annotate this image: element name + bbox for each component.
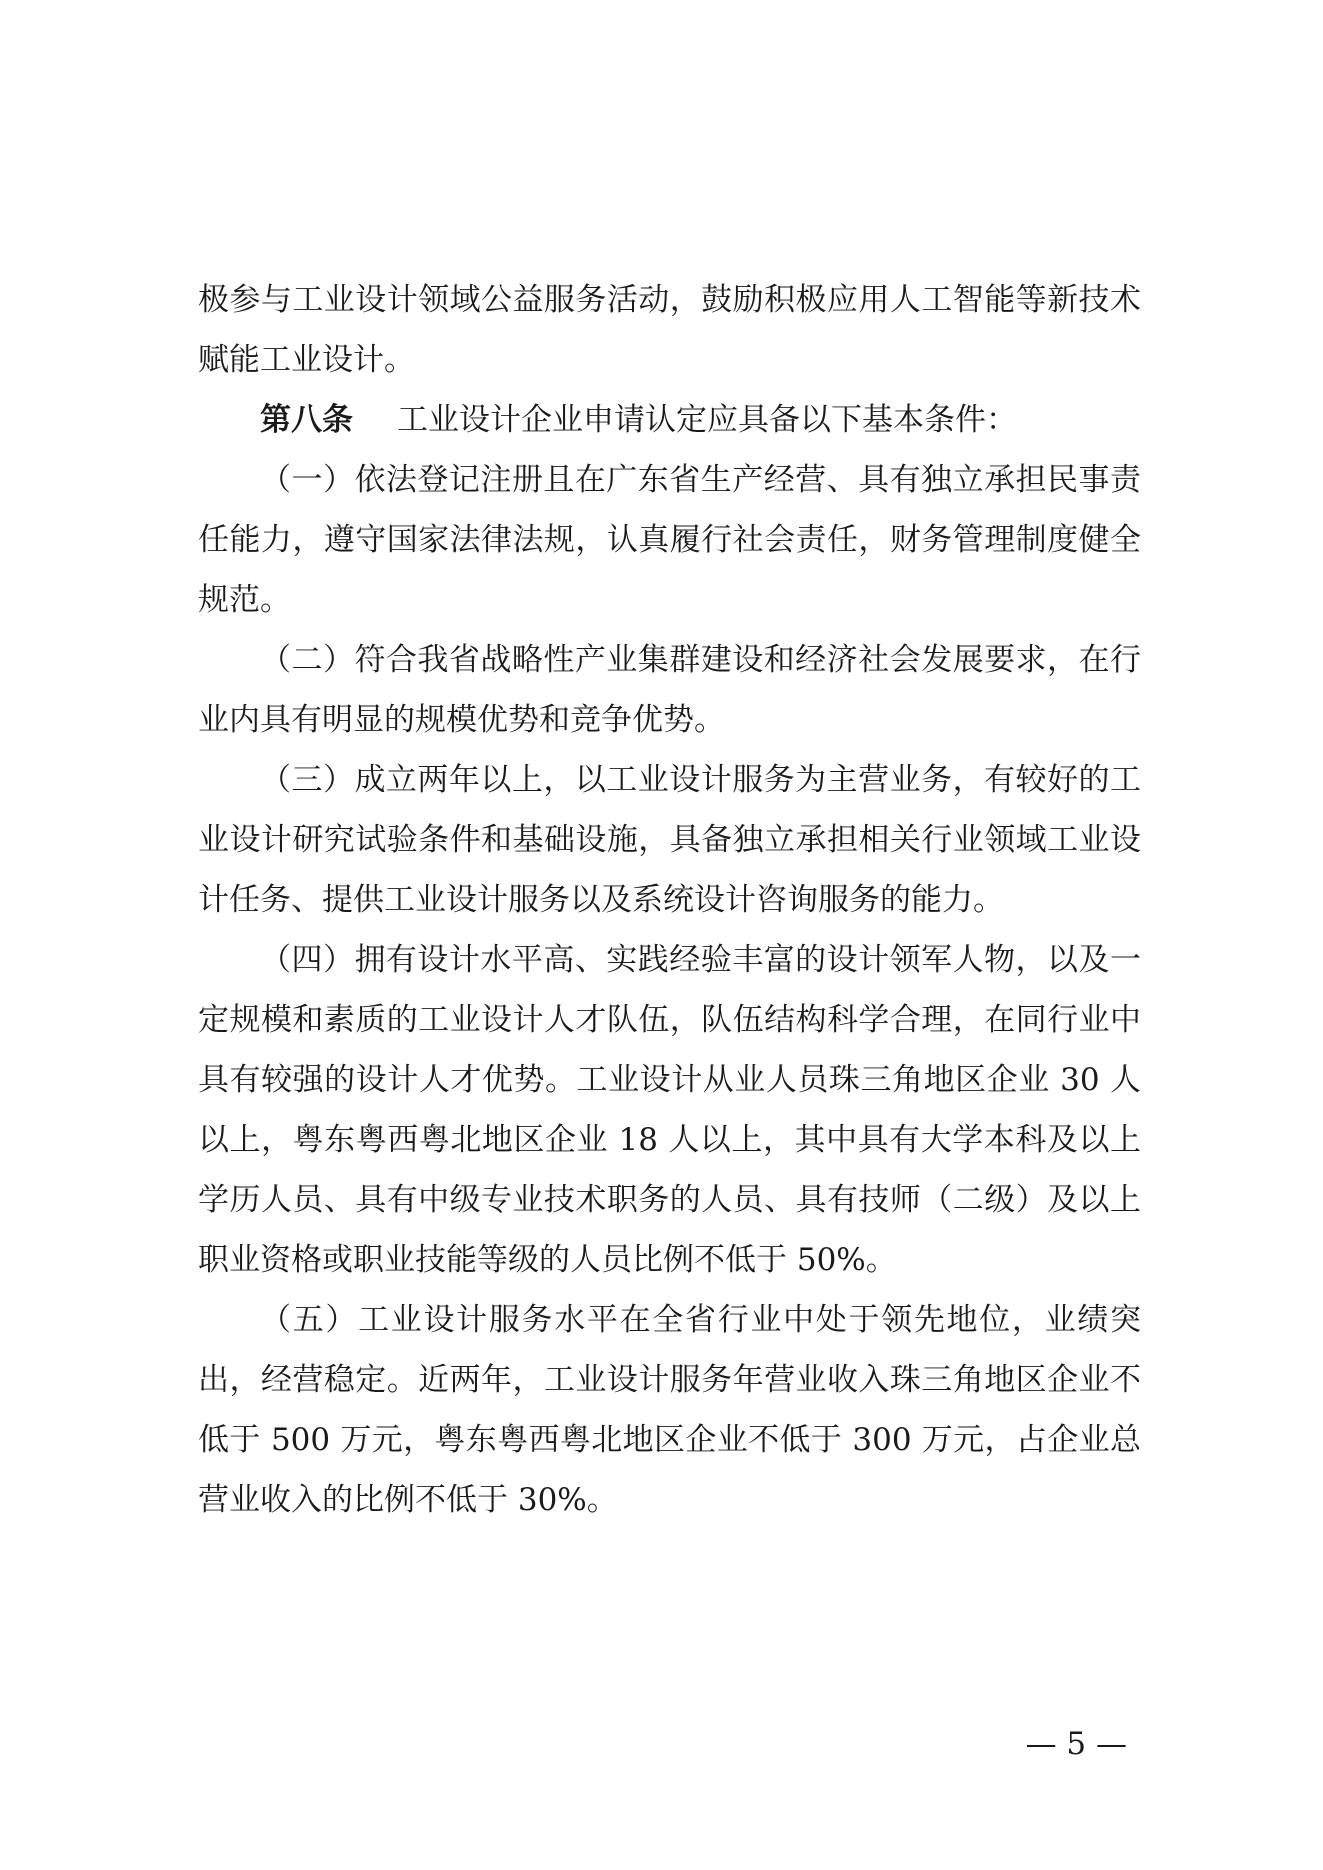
- article-8-text: 工业设计企业申请认定应具备以下基本条件：: [397, 402, 1017, 438]
- condition-1: （一）依法登记注册且在广东省生产经营、具有独立承担民事责任能力，遵守国家法律法规，认真履行社会责任，财务管理制度健全规范。: [198, 462, 1141, 618]
- condition-5: （五）工业设计服务水平在全省行业中处于领先地位，业绩突出，经营稳定。近两年，工业设计服务年营业收入珠三角地区企业不低于 500 万元，粤东粤西粤北地区企业不低于 300 万元，占企业总营业收入的比例不低于 30%。: [198, 1302, 1141, 1518]
- paragraph-continuation: 极参与工业设计领域公益服务活动，鼓励积极应用人工智能等新技术赋能工业设计。: [198, 282, 1141, 378]
- condition-4: （四）拥有设计水平高、实践经验丰富的设计领军人物，以及一定规模和素质的工业设计人才队伍，队伍结构科学合理，在同行业中具有较强的设计人才优势。工业设计从业人员珠三角地区企业 30 人以上，粤东粤西粤北地区企业 18 人以上，其中具有大学本科及以上学历人员、具有中级专业技术职务的人员、具有技师（二级）及以上职业资格或职业技能等级的人员比例不低于 50%。: [198, 942, 1141, 1278]
- document-body: [198, 270, 1141, 1530]
- article-8-heading: [198, 390, 1141, 450]
- article-number: 第八条: [260, 402, 353, 438]
- condition-3: （三）成立两年以上，以工业设计服务为主营业务，有较好的工业设计研究试验条件和基础设施，具备独立承担相关行业领域工业设计任务、提供工业设计服务以及系统设计咨询服务的能力。: [198, 762, 1141, 918]
- page-number: — 5 —: [1025, 1726, 1127, 1762]
- condition-2: （二）符合我省战略性产业集群建设和经济社会发展要求，在行业内具有明显的规模优势和竞争优势。: [198, 642, 1141, 738]
